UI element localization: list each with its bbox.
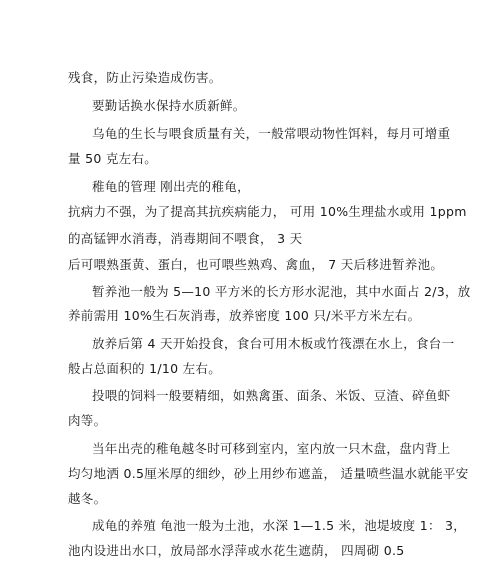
text-line: 放养后第 4 天开始投食，食台可用木板或竹筏漂在水上，食台一: [92, 336, 455, 351]
text-line: 后可喂熟蛋黄、蛋白，也可喂些熟鸡、禽血， 7 天后移进暂养池。: [68, 257, 444, 272]
text-line: 成龟的养殖 龟池一般为土池，水深 1—1.5 米，池堤坡度 1： 3，: [92, 518, 467, 533]
text-line: 量 50 克左右。: [68, 151, 158, 166]
text-line: 残食，防止污染造成伤害。: [68, 70, 222, 85]
text-line: 投喂的饲料一般要精细，如熟禽蛋、面条、米饭、豆渣、碎鱼虾: [92, 388, 451, 403]
text-line: 池内设进出水口，放局部水浮萍或水花生遮荫， 四周砌 0.5: [68, 543, 405, 558]
text-line: 般占总面积的 1/10 左右。: [68, 361, 222, 376]
text-line: 越冬。: [68, 491, 107, 506]
text-line: 均匀地洒 0.5厘米厚的细纱，砂上用纱布遮盖， 适量喷些温水就能平安: [68, 466, 469, 481]
text-line: 乌龟的生长与喂食质量有关，一般常喂动物性饵料，每月可增重: [92, 126, 451, 141]
text-line: 的高锰钾水消毒，消毒期间不喂食， 3 天: [68, 231, 303, 246]
text-line: 养前需用 10%生石灰消毒，放养密度 100 只/米平方米左右。: [68, 308, 421, 323]
text-line: 稚龟的管理 刚出壳的稚龟，: [92, 179, 250, 194]
text-line: 当年出壳的稚龟越冬时可移到室内，室内放一只木盘，盘内背上: [92, 441, 451, 456]
text-line: 抗病力不强，为了提高其抗疾病能力， 可用 10%生理盐水或用 1ppm: [68, 204, 467, 219]
text-line: 暂养池一般为 5—10 平方米的长方形水泥池，其中水面占 2/3，放: [92, 284, 471, 299]
text-line: 要勤话换水保持水质新鲜。: [92, 98, 246, 113]
text-line: 肉等。: [68, 413, 107, 428]
